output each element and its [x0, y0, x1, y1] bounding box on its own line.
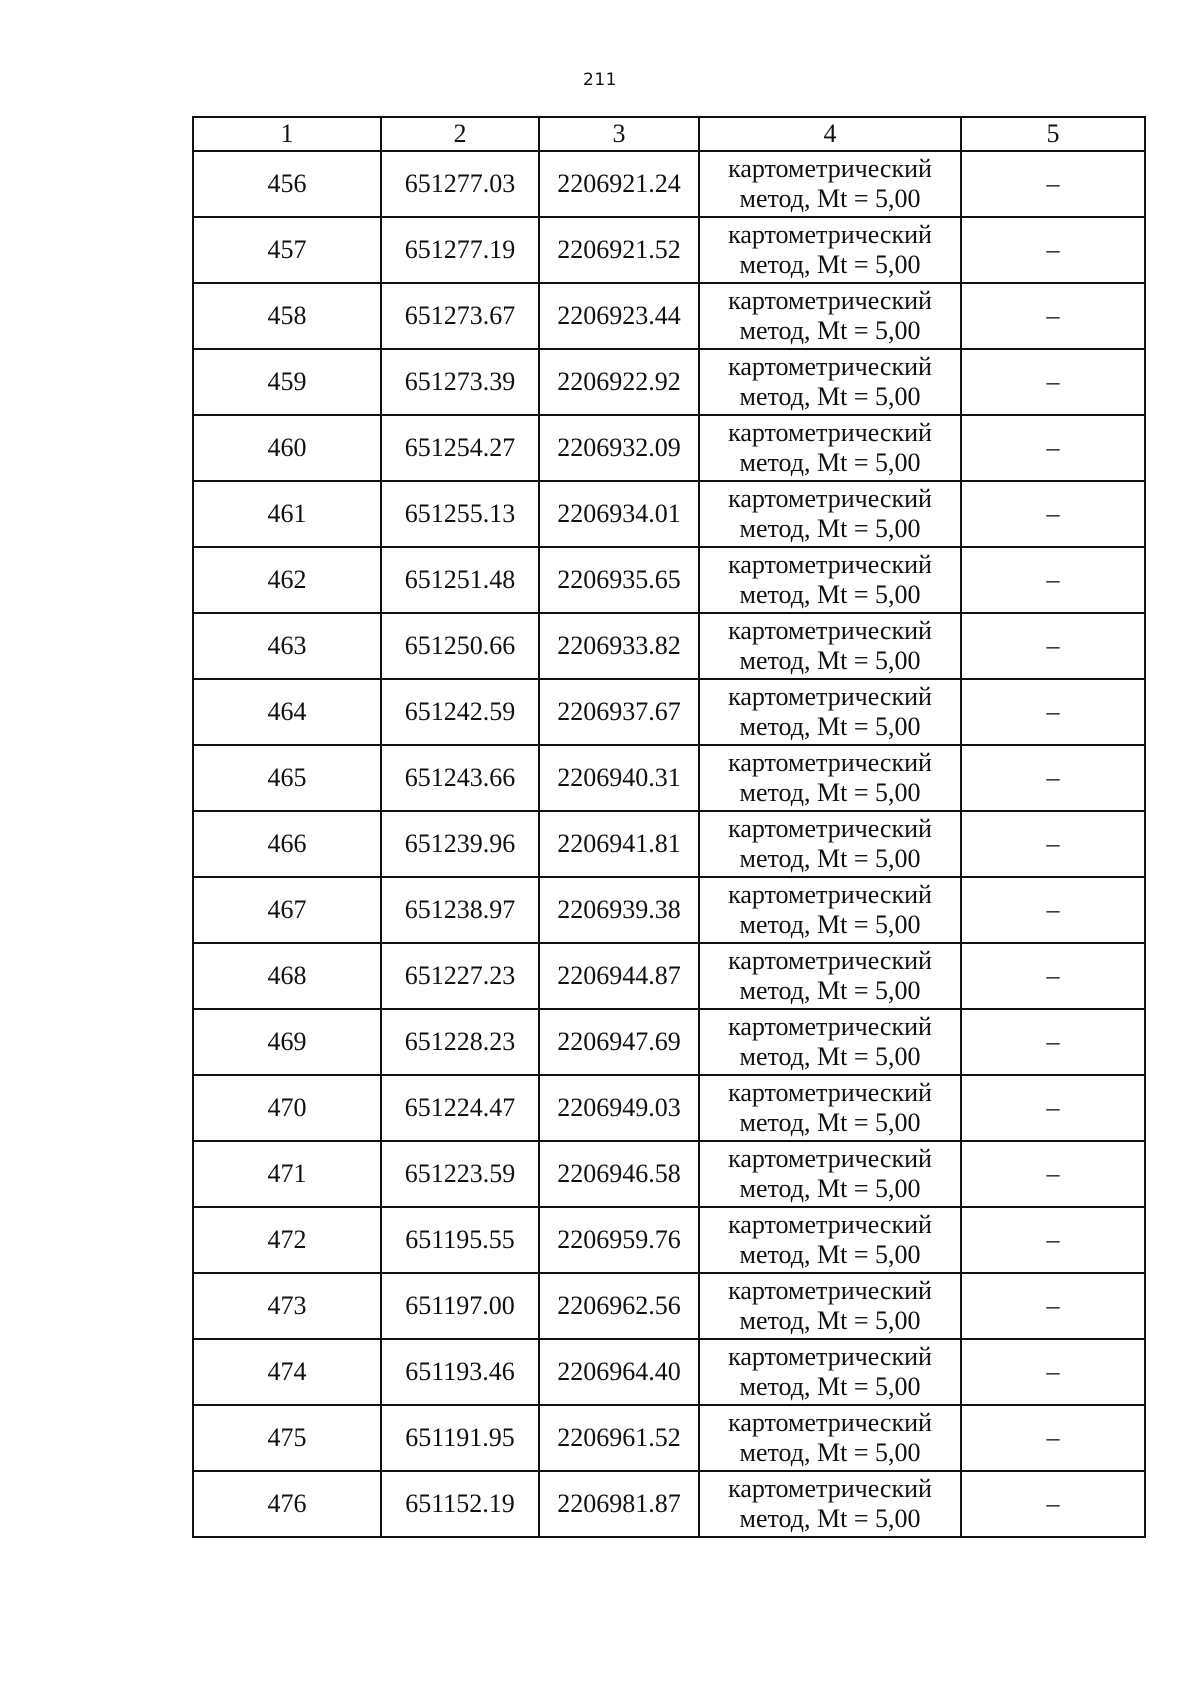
y-coordinate-cell: 2206964.40 — [539, 1339, 699, 1405]
column-5-cell: – — [961, 415, 1145, 481]
table-row — [193, 1207, 1145, 1273]
method-line-2: метод, Mt = 5,00 — [739, 580, 921, 609]
method-cell — [699, 811, 961, 877]
method-line-1: картометрический — [728, 1078, 932, 1107]
column-5-cell: – — [961, 547, 1145, 613]
x-coordinate-cell: 651223.59 — [381, 1141, 539, 1207]
point-number-cell: 476 — [193, 1471, 381, 1537]
table-row — [193, 1405, 1145, 1471]
y-coordinate-cell: 2206921.24 — [539, 151, 699, 217]
method-cell — [699, 1207, 961, 1273]
y-coordinate-cell: 2206937.67 — [539, 679, 699, 745]
method-line-1: картометрический — [728, 1342, 932, 1371]
y-coordinate-cell: 2206939.38 — [539, 877, 699, 943]
method-cell — [699, 481, 961, 547]
method-line-2: метод, Mt = 5,00 — [739, 1438, 921, 1467]
table-row — [193, 481, 1145, 547]
x-coordinate-cell: 651277.19 — [381, 217, 539, 283]
x-coordinate-cell: 651255.13 — [381, 481, 539, 547]
method-line-2: метод, Mt = 5,00 — [739, 1372, 921, 1401]
method-line-1: картометрический — [728, 286, 932, 315]
header-col-1: 1 — [193, 117, 381, 151]
table-row — [193, 811, 1145, 877]
method-cell — [699, 1339, 961, 1405]
column-5-cell: – — [961, 877, 1145, 943]
method-cell — [699, 679, 961, 745]
method-cell — [699, 1405, 961, 1471]
point-number-cell: 459 — [193, 349, 381, 415]
point-number-cell: 470 — [193, 1075, 381, 1141]
method-line-1: картометрический — [728, 1144, 932, 1173]
method-cell — [699, 1471, 961, 1537]
y-coordinate-cell: 2206946.58 — [539, 1141, 699, 1207]
method-cell — [699, 283, 961, 349]
method-cell — [699, 745, 961, 811]
table-row — [193, 613, 1145, 679]
method-cell — [699, 415, 961, 481]
table-row — [193, 943, 1145, 1009]
table-row — [193, 1273, 1145, 1339]
y-coordinate-cell: 2206940.31 — [539, 745, 699, 811]
method-line-1: картометрический — [728, 1408, 932, 1437]
table-row — [193, 151, 1145, 217]
column-5-cell: – — [961, 1075, 1145, 1141]
method-line-1: картометрический — [728, 1474, 932, 1503]
x-coordinate-cell: 651224.47 — [381, 1075, 539, 1141]
method-line-1: картометрический — [728, 418, 932, 447]
method-line-2: метод, Mt = 5,00 — [739, 1504, 921, 1533]
table-header — [193, 117, 1145, 151]
column-5-cell: – — [961, 1471, 1145, 1537]
method-line-1: картометрический — [728, 352, 932, 381]
method-line-1: картометрический — [728, 814, 932, 843]
method-line-2: метод, Mt = 5,00 — [739, 448, 921, 477]
y-coordinate-cell: 2206961.52 — [539, 1405, 699, 1471]
header-col-5: 5 — [961, 117, 1145, 151]
table-row — [193, 877, 1145, 943]
method-line-1: картометрический — [728, 1276, 932, 1305]
column-5-cell: – — [961, 283, 1145, 349]
method-line-2: метод, Mt = 5,00 — [739, 712, 921, 741]
x-coordinate-cell: 651238.97 — [381, 877, 539, 943]
table-row — [193, 1075, 1145, 1141]
x-coordinate-cell: 651251.48 — [381, 547, 539, 613]
method-line-2: метод, Mt = 5,00 — [739, 1108, 921, 1137]
method-line-2: метод, Mt = 5,00 — [739, 514, 921, 543]
x-coordinate-cell: 651191.95 — [381, 1405, 539, 1471]
y-coordinate-cell: 2206933.82 — [539, 613, 699, 679]
method-line-2: метод, Mt = 5,00 — [739, 382, 921, 411]
method-cell — [699, 943, 961, 1009]
column-5-cell: – — [961, 679, 1145, 745]
y-coordinate-cell: 2206949.03 — [539, 1075, 699, 1141]
method-line-2: метод, Mt = 5,00 — [739, 250, 921, 279]
method-line-1: картометрический — [728, 484, 932, 513]
y-coordinate-cell: 2206944.87 — [539, 943, 699, 1009]
point-number-cell: 475 — [193, 1405, 381, 1471]
y-coordinate-cell: 2206959.76 — [539, 1207, 699, 1273]
method-cell — [699, 613, 961, 679]
table-row — [193, 283, 1145, 349]
point-number-cell: 474 — [193, 1339, 381, 1405]
y-coordinate-cell: 2206923.44 — [539, 283, 699, 349]
method-line-1: картометрический — [728, 1012, 932, 1041]
column-5-cell: – — [961, 1405, 1145, 1471]
method-line-2: метод, Mt = 5,00 — [739, 184, 921, 213]
header-col-3: 3 — [539, 117, 699, 151]
y-coordinate-cell: 2206947.69 — [539, 1009, 699, 1075]
method-cell — [699, 349, 961, 415]
table-row — [193, 547, 1145, 613]
method-line-2: метод, Mt = 5,00 — [739, 910, 921, 939]
header-row — [193, 117, 1145, 151]
point-number-cell: 467 — [193, 877, 381, 943]
method-line-2: метод, Mt = 5,00 — [739, 1240, 921, 1269]
table-row — [193, 1009, 1145, 1075]
x-coordinate-cell: 651193.46 — [381, 1339, 539, 1405]
coordinates-table — [192, 116, 1146, 1538]
point-number-cell: 466 — [193, 811, 381, 877]
method-line-1: картометрический — [728, 220, 932, 249]
method-line-2: метод, Mt = 5,00 — [739, 844, 921, 873]
method-cell — [699, 547, 961, 613]
point-number-cell: 465 — [193, 745, 381, 811]
point-number-cell: 468 — [193, 943, 381, 1009]
table-row — [193, 679, 1145, 745]
y-coordinate-cell: 2206921.52 — [539, 217, 699, 283]
method-line-1: картометрический — [728, 616, 932, 645]
x-coordinate-cell: 651273.39 — [381, 349, 539, 415]
table-row — [193, 1141, 1145, 1207]
column-5-cell: – — [961, 1339, 1145, 1405]
x-coordinate-cell: 651254.27 — [381, 415, 539, 481]
x-coordinate-cell: 651197.00 — [381, 1273, 539, 1339]
method-line-2: метод, Mt = 5,00 — [739, 316, 921, 345]
point-number-cell: 456 — [193, 151, 381, 217]
point-number-cell: 458 — [193, 283, 381, 349]
point-number-cell: 471 — [193, 1141, 381, 1207]
x-coordinate-cell: 651228.23 — [381, 1009, 539, 1075]
x-coordinate-cell: 651273.67 — [381, 283, 539, 349]
point-number-cell: 457 — [193, 217, 381, 283]
method-line-1: картометрический — [728, 1210, 932, 1239]
x-coordinate-cell: 651239.96 — [381, 811, 539, 877]
method-line-1: картометрический — [728, 550, 932, 579]
method-line-2: метод, Mt = 5,00 — [739, 646, 921, 675]
table-row — [193, 217, 1145, 283]
method-cell — [699, 1141, 961, 1207]
table-row — [193, 745, 1145, 811]
point-number-cell: 461 — [193, 481, 381, 547]
method-cell — [699, 1009, 961, 1075]
method-cell — [699, 1075, 961, 1141]
y-coordinate-cell: 2206935.65 — [539, 547, 699, 613]
y-coordinate-cell: 2206962.56 — [539, 1273, 699, 1339]
method-line-2: метод, Mt = 5,00 — [739, 1306, 921, 1335]
method-line-2: метод, Mt = 5,00 — [739, 976, 921, 1005]
x-coordinate-cell: 651277.03 — [381, 151, 539, 217]
point-number-cell: 472 — [193, 1207, 381, 1273]
y-coordinate-cell: 2206981.87 — [539, 1471, 699, 1537]
column-5-cell: – — [961, 1141, 1145, 1207]
point-number-cell: 464 — [193, 679, 381, 745]
column-5-cell: – — [961, 745, 1145, 811]
point-number-cell: 469 — [193, 1009, 381, 1075]
method-cell — [699, 877, 961, 943]
column-5-cell: – — [961, 1273, 1145, 1339]
column-5-cell: – — [961, 613, 1145, 679]
method-line-1: картометрический — [728, 946, 932, 975]
y-coordinate-cell: 2206922.92 — [539, 349, 699, 415]
column-5-cell: – — [961, 481, 1145, 547]
table-row — [193, 415, 1145, 481]
table-body — [193, 151, 1145, 1537]
table-row — [193, 349, 1145, 415]
method-cell — [699, 1273, 961, 1339]
x-coordinate-cell: 651195.55 — [381, 1207, 539, 1273]
page-number: 211 — [583, 70, 617, 90]
header-col-4: 4 — [699, 117, 961, 151]
column-5-cell: – — [961, 1009, 1145, 1075]
method-line-2: метод, Mt = 5,00 — [739, 1174, 921, 1203]
x-coordinate-cell: 651227.23 — [381, 943, 539, 1009]
column-5-cell: – — [961, 151, 1145, 217]
x-coordinate-cell: 651242.59 — [381, 679, 539, 745]
x-coordinate-cell: 651152.19 — [381, 1471, 539, 1537]
y-coordinate-cell: 2206934.01 — [539, 481, 699, 547]
method-line-1: картометрический — [728, 748, 932, 777]
method-line-1: картометрический — [728, 880, 932, 909]
table-row — [193, 1471, 1145, 1537]
y-coordinate-cell: 2206941.81 — [539, 811, 699, 877]
point-number-cell: 462 — [193, 547, 381, 613]
x-coordinate-cell: 651243.66 — [381, 745, 539, 811]
column-5-cell: – — [961, 811, 1145, 877]
column-5-cell: – — [961, 349, 1145, 415]
method-cell — [699, 217, 961, 283]
point-number-cell: 473 — [193, 1273, 381, 1339]
column-5-cell: – — [961, 943, 1145, 1009]
y-coordinate-cell: 2206932.09 — [539, 415, 699, 481]
method-cell — [699, 151, 961, 217]
method-line-1: картометрический — [728, 682, 932, 711]
x-coordinate-cell: 651250.66 — [381, 613, 539, 679]
method-line-2: метод, Mt = 5,00 — [739, 778, 921, 807]
column-5-cell: – — [961, 1207, 1145, 1273]
point-number-cell: 463 — [193, 613, 381, 679]
column-5-cell: – — [961, 217, 1145, 283]
table-row — [193, 1339, 1145, 1405]
point-number-cell: 460 — [193, 415, 381, 481]
method-line-2: метод, Mt = 5,00 — [739, 1042, 921, 1071]
method-line-1: картометрический — [728, 154, 932, 183]
header-col-2: 2 — [381, 117, 539, 151]
